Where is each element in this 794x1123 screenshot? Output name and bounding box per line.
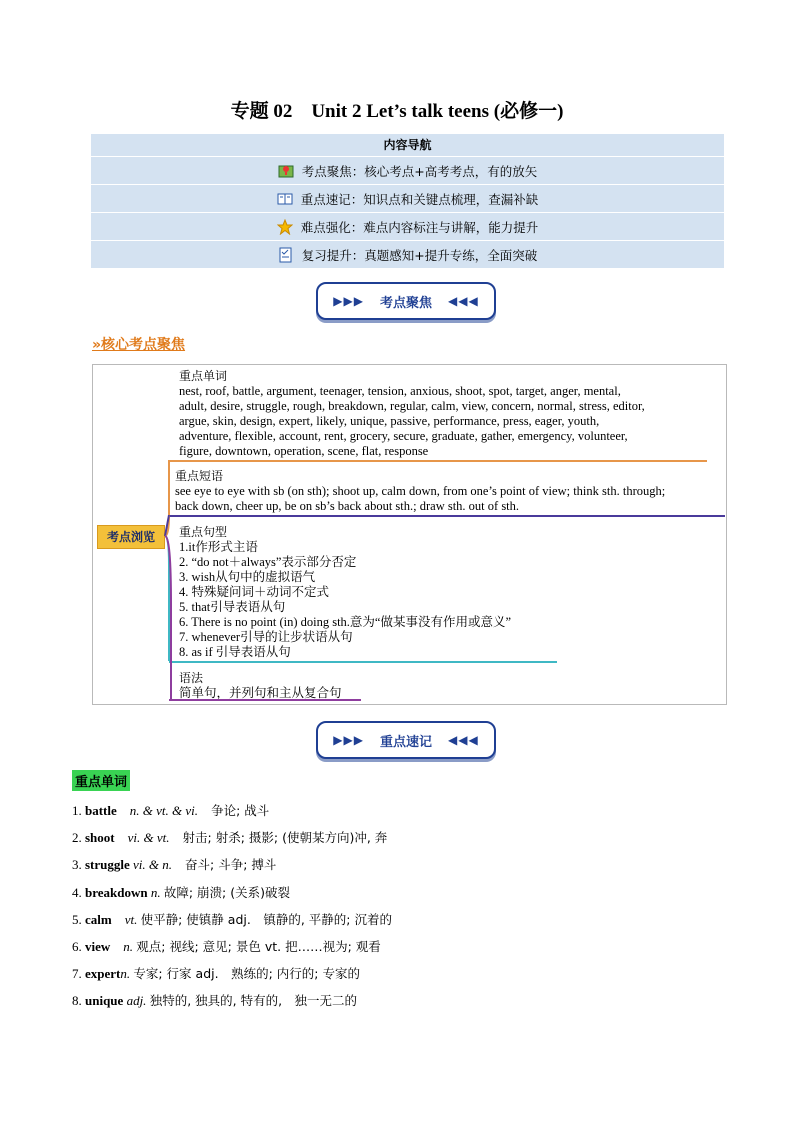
phrases-underline	[169, 515, 725, 517]
sentences-underline	[169, 661, 557, 663]
sentences-heading: 重点句型	[179, 525, 228, 539]
nav-row	[91, 185, 724, 213]
sentence-item: 5. that引导表语从句	[179, 600, 286, 614]
nav-row	[91, 157, 724, 185]
grammar-underline	[169, 699, 361, 701]
book-icon	[277, 191, 293, 207]
sentence-item: 4. 特殊疑问词＋动词不定式	[179, 585, 330, 599]
connector-phrases	[165, 515, 169, 536]
vocab-item: 5. calm vt. 使平静; 使镇静 adj. 镇静的, 平静的; 沉着的	[72, 911, 392, 927]
nav-row	[91, 213, 724, 241]
section-banner-notes	[316, 721, 496, 759]
mindmap-panel	[92, 364, 727, 705]
vocab-item: 7. expertn. 专家; 行家 adj. 熟练的; 内行的; 专家的	[72, 966, 360, 982]
words-line: figure, downtown, operation, scene, flat, response	[179, 444, 429, 458]
connector-sentences	[165, 536, 169, 661]
vocab-item: 1. battle n. & vt. & vi. 争论; 战斗	[72, 803, 270, 818]
grammar-text: 简单句，并列句和主从复合句	[179, 686, 342, 700]
words-line: argue, skin, design, expert, likely, unique, passive, performance, press, eager, youth,	[179, 414, 600, 428]
words-line: adult, desire, struggle, rough, breakdown, regular, calm, view, concern, normal, stress, editor,	[179, 399, 645, 413]
sentence-item: 1.it作形式主语	[179, 540, 258, 554]
words-line: adventure, flexible, account, rent, grocery, secure, graduate, gather, emergency, volunteer,	[179, 429, 628, 443]
words-underline	[169, 460, 707, 462]
vocab-list	[72, 800, 722, 1018]
grammar-heading: 语法	[179, 671, 204, 685]
vocab-item: 4. breakdown n. 故障; 崩溃; (关系)破裂	[72, 884, 290, 900]
page-title: 专题 02 Unit 2 Let’s talk teens (必修一)	[230, 101, 564, 122]
sentence-item: 2. “do not＋always”表示部分否定	[179, 555, 357, 569]
section-banner-label: 重点速记	[379, 734, 432, 750]
nav-row-text: 复习提升：真题感知+提升专练，全面突破	[301, 247, 538, 263]
nav-row	[91, 241, 724, 268]
sentence-item: 7. whenever引导的让步状语从句	[179, 630, 353, 644]
vocab-item: 2. shoot vi. & vt. 射击; 射杀; 摄影; (使朝某方向)冲, 奔	[72, 830, 388, 846]
words-heading: 重点单词	[179, 369, 228, 383]
phrases-line: see eye to eye with sb (on sth); shoot up, calm down, from one’s point of view; think sth. through;	[175, 484, 666, 498]
sentence-item: 6. There is no point (in) doing sth.意为“做某事没有作用或意义”	[179, 615, 512, 629]
section-banner-label: 考点聚焦	[379, 295, 432, 311]
vocab-heading: 重点单词	[72, 770, 130, 791]
right-arrows-icon: ▶▶▶	[333, 294, 364, 308]
vocab-item: 8. unique adj. 独特的, 独具的, 特有的, 独一无二的	[72, 993, 358, 1009]
right-arrows-icon: ▶▶▶	[333, 733, 364, 747]
phrases-line: back down, cheer up, be on sb’s back about sth.; draw sth. out of sth.	[175, 499, 520, 513]
map-icon	[278, 163, 294, 179]
nav-row-text: 考点聚焦：核心考点+高考考点，有的放矢	[301, 163, 538, 179]
nav-header: 内容导航	[91, 134, 724, 157]
left-arrows-icon: ◀◀◀	[448, 733, 479, 747]
phrases-group	[175, 469, 725, 514]
mindmap-badge: 考点浏览	[97, 525, 165, 549]
content-navigation-table	[91, 134, 724, 268]
connector-words	[165, 460, 169, 536]
section-banner-focus	[316, 282, 496, 320]
sentence-item: 8. as if 引导表语从句	[179, 645, 291, 659]
grammar-group	[179, 671, 479, 701]
sentences-group	[179, 525, 679, 660]
nav-row-text: 重点速记：知识点和关键点梳理，查漏补缺	[300, 191, 539, 207]
vocab-item: 6. view n. 观点; 视线; 意见; 景色 vt. 把……视为; 观看	[72, 938, 381, 954]
words-group	[179, 369, 719, 459]
left-arrows-icon: ◀◀◀	[448, 294, 479, 308]
sentence-item: 3. wish从句中的虚拟语气	[179, 570, 316, 584]
words-line: nest, roof, battle, argument, teenager, tension, anxious, shoot, spot, target, anger, mental,	[179, 384, 621, 398]
phrases-heading: 重点短语	[175, 469, 224, 483]
checklist-icon	[278, 247, 294, 263]
vocab-item: 3. struggle vi. & n. 奋斗; 斗争; 搏斗	[72, 857, 277, 873]
star-icon	[277, 219, 293, 235]
nav-row-text: 难点强化：难点内容标注与讲解，能力提升	[300, 219, 539, 235]
connector-grammar	[165, 536, 171, 699]
subheading-core-focus: »核心考点聚焦	[92, 337, 186, 353]
